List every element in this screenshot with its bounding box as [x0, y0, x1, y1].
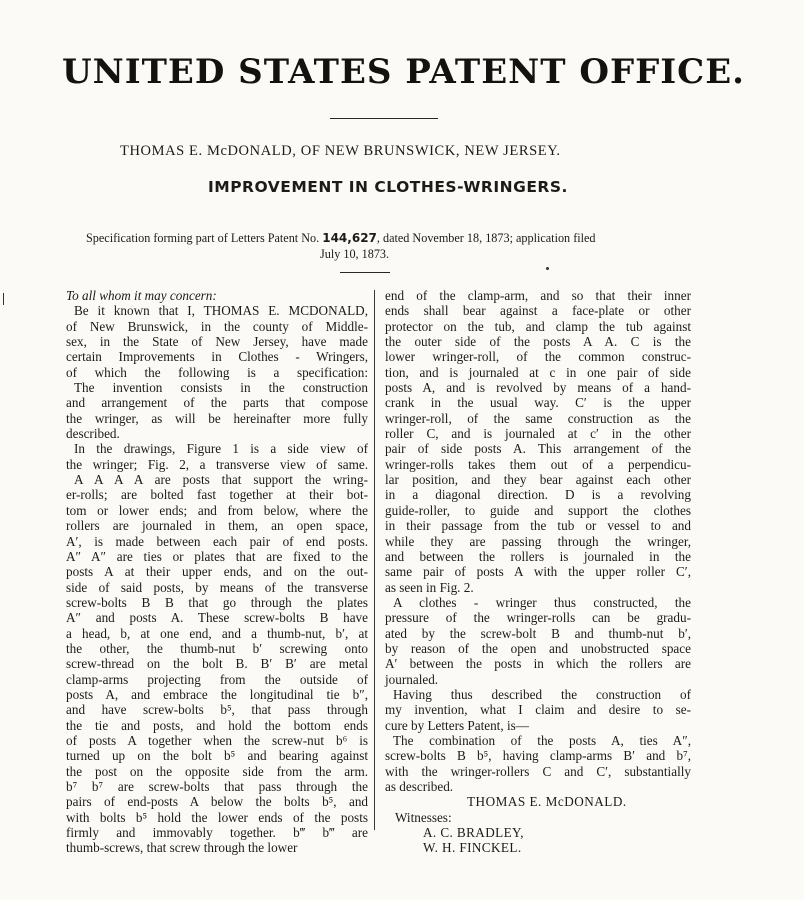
- text-line: the other, the thumb-nut b′ screwing onto: [66, 640, 368, 656]
- left-column: [66, 288, 368, 856]
- text-line: turned up on the bolt b⁵ and bearing against: [66, 748, 368, 764]
- text-line: and have screw-bolts b⁵, that pass through: [66, 702, 368, 718]
- column-divider: [374, 290, 375, 830]
- filed-date: July 10, 1873.: [320, 247, 390, 261]
- witness-1: A. C. BRADLEY,: [423, 825, 524, 841]
- text-line: A″ A″ are ties or plates that are fixed to the: [66, 548, 368, 564]
- patent-number: 144,627: [322, 231, 377, 245]
- text-line: Be it known that I, THOMAS E. MCDONALD,: [74, 303, 368, 319]
- text-line: A clothes - wringer thus constructed, the: [393, 594, 691, 610]
- specification-prefix: Specification forming part of Letters Patent No.: [86, 231, 320, 245]
- witnesses-label: Witnesses:: [395, 809, 452, 825]
- text-line: lower wringer-roll, of the common construc-: [385, 349, 691, 365]
- header-rule: [340, 272, 390, 273]
- text-line: ated by the screw-bolt B and thumb-nut b′,: [385, 625, 691, 641]
- text-line: with the wringer-rollers C and C′, substantially: [385, 763, 691, 779]
- text-line: crank in the usual way. C′ is the upper: [385, 395, 691, 411]
- text-line: described.: [66, 426, 120, 442]
- text-line: screw-thread on the bolt B. B′ B′ are metal: [66, 656, 368, 672]
- specification-suffix: , dated November 18, 1873; application filed: [376, 231, 596, 245]
- inventor-line: THOMAS E. McDONALD, OF NEW BRUNSWICK, NEW JERSEY.: [120, 143, 561, 159]
- text-line: protector on the tub, and clamp the tub against: [385, 318, 691, 334]
- text-line: of New Brunswick, in the county of Middle-: [66, 318, 368, 334]
- text-line: pair of side posts A. This arrangement of the: [385, 441, 691, 457]
- text-line: the wringer, as will be hereinafter more fully: [66, 410, 368, 426]
- text-line: To all whom it may concern:: [66, 288, 217, 303]
- text-line: the outer side of the posts A A. C is the: [385, 334, 691, 350]
- text-line: in a diagonal direction. D is a revolving: [385, 487, 691, 503]
- text-line: ends shall bear against a face-plate or other: [385, 303, 691, 319]
- text-line: thumb-screws, that screw through the lower: [66, 840, 298, 856]
- ink-dot: [546, 267, 549, 270]
- text-line: A′ between the posts in which the rollers are: [385, 656, 691, 672]
- text-line: side of said posts, by means of the transverse: [66, 579, 368, 595]
- text-line: of posts A together when the screw-nut b⁶ is: [66, 732, 368, 748]
- text-line: the tie and posts, and hold the bottom ends: [66, 717, 368, 733]
- invention-title: IMPROVEMENT IN CLOTHES-WRINGERS.: [208, 178, 568, 196]
- text-line: firmly and immovably together. b‴ b‴ are: [66, 825, 368, 841]
- text-line: my invention, what I claim and desire to se-: [385, 702, 691, 718]
- text-line: lar position, and they bear against each other: [385, 472, 691, 488]
- text-line: roller C, and is journaled at c′ in the other: [385, 426, 691, 442]
- text-line: sex, in the State of New Jersey, have made: [66, 334, 368, 350]
- text-line: The combination of the posts A, ties A″,: [393, 732, 691, 748]
- witness-2: W. H. FINCKEL.: [423, 840, 522, 856]
- text-line: the post on the opposite side from the arm.: [66, 763, 368, 779]
- text-line: pairs of end-posts A below the bolts b⁵, and: [66, 794, 368, 810]
- text-line: by reason of the open and unobstructed space: [385, 640, 691, 656]
- specification-line: [86, 231, 726, 246]
- text-line: posts A at their upper ends, and on the out-: [66, 564, 368, 580]
- text-line: pressure of the wringer-rolls can be gradu-: [385, 610, 691, 626]
- text-line: and between the rollers is journaled in the: [385, 548, 691, 564]
- text-line: In the drawings, Figure 1 is a side view of: [74, 441, 368, 457]
- text-line: the wringer; Fig. 2, a transverse view of same.: [66, 456, 368, 472]
- text-line: a head, b, at one end, and a thumb-nut, b′, at: [66, 625, 368, 641]
- text-line: er-rolls; are bolted fast together at their bot-: [66, 487, 368, 503]
- text-line: tion, and is journaled at c in one pair of side: [385, 364, 691, 380]
- text-line: tom or lower ends; and from below, where the: [66, 502, 368, 518]
- margin-mark: [3, 293, 4, 305]
- text-line: with bolts b⁵ hold the lower ends of the posts: [66, 809, 368, 825]
- text-line: certain Improvements in Clothes - Wringers,: [66, 349, 368, 365]
- text-line: screw-bolts B B that go through the plates: [66, 594, 368, 610]
- text-line: A A A A are posts that support the wring-: [74, 472, 368, 488]
- text-line: b⁷ b⁷ are screw-bolts that pass through the: [66, 779, 368, 794]
- right-column-wrap: [385, 288, 691, 856]
- text-line: wringer-roll, of the same construction as the: [385, 410, 691, 426]
- text-line: posts A, and embrace the longitudinal tie b″,: [66, 686, 368, 702]
- text-line: clamp-arms projecting from the outside of: [66, 671, 368, 687]
- title-rule: [330, 118, 438, 119]
- text-line: screw-bolts B b⁵, having clamp-arms B′ and b⁷,: [385, 748, 691, 764]
- text-line: Having thus described the construction of: [393, 686, 691, 702]
- text-line: as seen in Fig. 2.: [385, 579, 474, 595]
- text-line: while they are passing through the wringer,: [385, 533, 691, 549]
- text-line: rollers are journaled in them, an open space,: [66, 518, 368, 534]
- text-line: wringer-rolls takes them out of a perpendicu-: [385, 456, 691, 472]
- text-line: of which the following is a specification:: [66, 364, 368, 380]
- text-line: journaled.: [385, 671, 439, 687]
- text-line: end of the clamp-arm, and so that their inner: [385, 288, 691, 303]
- text-line: same pair of posts A with the upper roller C′,: [385, 564, 691, 580]
- text-line: cure by Letters Patent, is—: [385, 717, 529, 733]
- text-line: posts A, and is revolved by means of a hand-: [385, 380, 691, 396]
- text-line: The invention consists in the construction: [74, 380, 368, 396]
- text-line: as described.: [385, 779, 454, 794]
- right-column: [385, 288, 691, 794]
- text-line: in their passage from the tub or vessel to and: [385, 518, 691, 534]
- text-line: A″ and posts A. These screw-bolts B have: [66, 610, 368, 626]
- office-title: UNITED STATES PATENT OFFICE.: [62, 52, 745, 92]
- text-line: A′, is made between each pair of end posts.: [66, 533, 368, 549]
- text-line: guide-roller, to guide and support the clothes: [385, 502, 691, 518]
- signature: THOMAS E. McDONALD.: [467, 794, 627, 810]
- text-line: and arrangement of the parts that compose: [66, 395, 368, 411]
